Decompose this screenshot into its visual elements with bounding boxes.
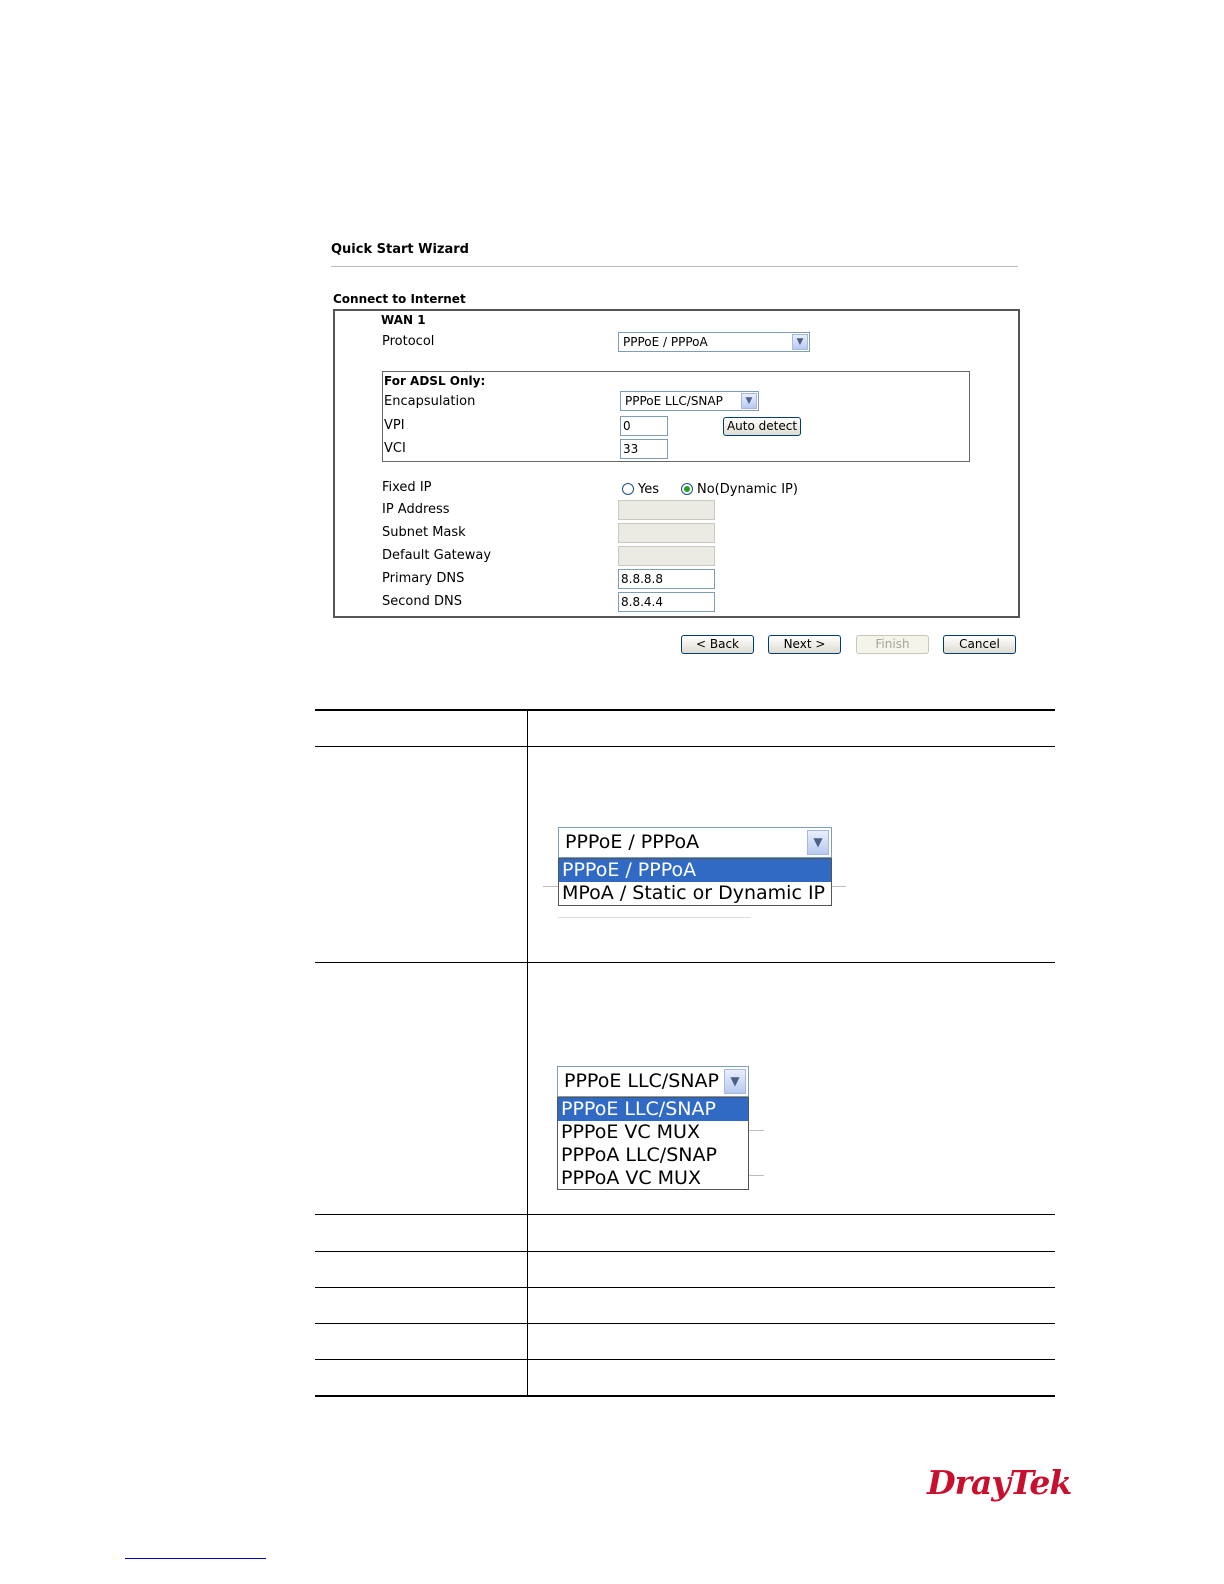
chevron-down-icon: ▼ [807,830,829,855]
protocol-select[interactable] [618,332,810,352]
protocol-select-value: PPPoE / PPPoA [623,335,708,349]
table-row-divider [315,962,1055,963]
subnet-mask-label: Subnet Mask [382,525,466,540]
dropdown-option[interactable]: PPPoA VC MUX [561,1167,701,1189]
chevron-down-icon: ▼ [724,1069,746,1094]
second-dns-input[interactable]: 8.8.4.4 [618,592,715,612]
table-column-divider [527,711,528,1396]
encapsulation-dropdown-value: PPPoE LLC/SNAP [564,1070,719,1092]
screenshot-edge-line [558,917,751,918]
primary-dns-label: Primary DNS [382,571,465,586]
protocol-label: Protocol [382,334,435,349]
vpi-label: VPI [384,418,405,433]
vci-value: 33 [623,442,639,456]
table-row-divider [315,1323,1055,1324]
dropdown-option[interactable]: PPPoE LLC/SNAP [558,1098,748,1121]
default-gateway-input[interactable] [618,546,715,566]
dropdown-option[interactable]: PPPoE VC MUX [561,1121,700,1143]
primary-dns-input[interactable]: 8.8.8.8 [618,569,715,589]
protocol-dropdown-list [558,858,832,906]
fixed-ip-yes-radio[interactable] [622,483,634,495]
draytek-logo: DrayTek [927,1463,1072,1502]
chevron-down-icon: ▼ [741,393,757,409]
vci-label: VCI [384,441,406,456]
encapsulation-select-value: PPPoE LLC/SNAP [625,394,723,408]
screenshot-edge-line [748,1130,764,1131]
next-button[interactable]: Next > [768,635,841,654]
second-dns-label: Second DNS [382,594,462,609]
table-row-divider [315,1287,1055,1288]
table-row-divider [315,1251,1055,1252]
fixed-ip-no-radio[interactable] [681,483,693,495]
table-row-divider [315,1214,1055,1215]
back-button[interactable]: < Back [681,635,754,654]
protocol-dropdown-value: PPPoE / PPPoA [565,831,700,853]
vpi-input[interactable] [620,416,668,436]
vpi-value: 0 [623,419,631,433]
footer-link-underline [125,1558,266,1559]
auto-detect-button[interactable]: Auto detect [723,417,801,436]
fixed-ip-no-label: No(Dynamic IP) [697,482,798,497]
chevron-down-icon: ▼ [792,334,808,350]
subnet-mask-input[interactable] [618,523,715,543]
encapsulation-dropdown-list [557,1097,749,1190]
section-title: Connect to Internet [333,292,466,306]
finish-button[interactable]: Finish [856,635,929,654]
screenshot-edge-line [748,1175,764,1176]
encapsulation-dropdown[interactable] [557,1066,749,1097]
fixed-ip-yes-label: Yes [638,482,659,497]
cancel-button[interactable]: Cancel [943,635,1016,654]
adsl-title: For ADSL Only: [384,374,486,388]
table-bottom-rule [315,1395,1055,1397]
ip-address-input[interactable] [618,500,715,520]
vci-input[interactable] [620,439,668,459]
dropdown-option[interactable]: MPoA / Static or Dynamic IP [562,882,826,904]
title-divider [331,266,1018,267]
protocol-dropdown[interactable] [558,827,832,858]
ip-address-label: IP Address [382,502,450,517]
table-row-divider [315,1359,1055,1360]
table-top-rule [315,709,1055,711]
dropdown-option[interactable]: PPPoA LLC/SNAP [561,1144,717,1166]
table-row-divider [315,746,1055,747]
dropdown-option[interactable]: PPPoE / PPPoA [559,859,831,882]
encapsulation-select[interactable] [620,391,759,411]
wizard-title: Quick Start Wizard [331,242,469,257]
encapsulation-label: Encapsulation [384,394,476,409]
default-gateway-label: Default Gateway [382,548,492,563]
fixed-ip-label: Fixed IP [382,480,432,495]
wan-label: WAN 1 [381,313,426,327]
